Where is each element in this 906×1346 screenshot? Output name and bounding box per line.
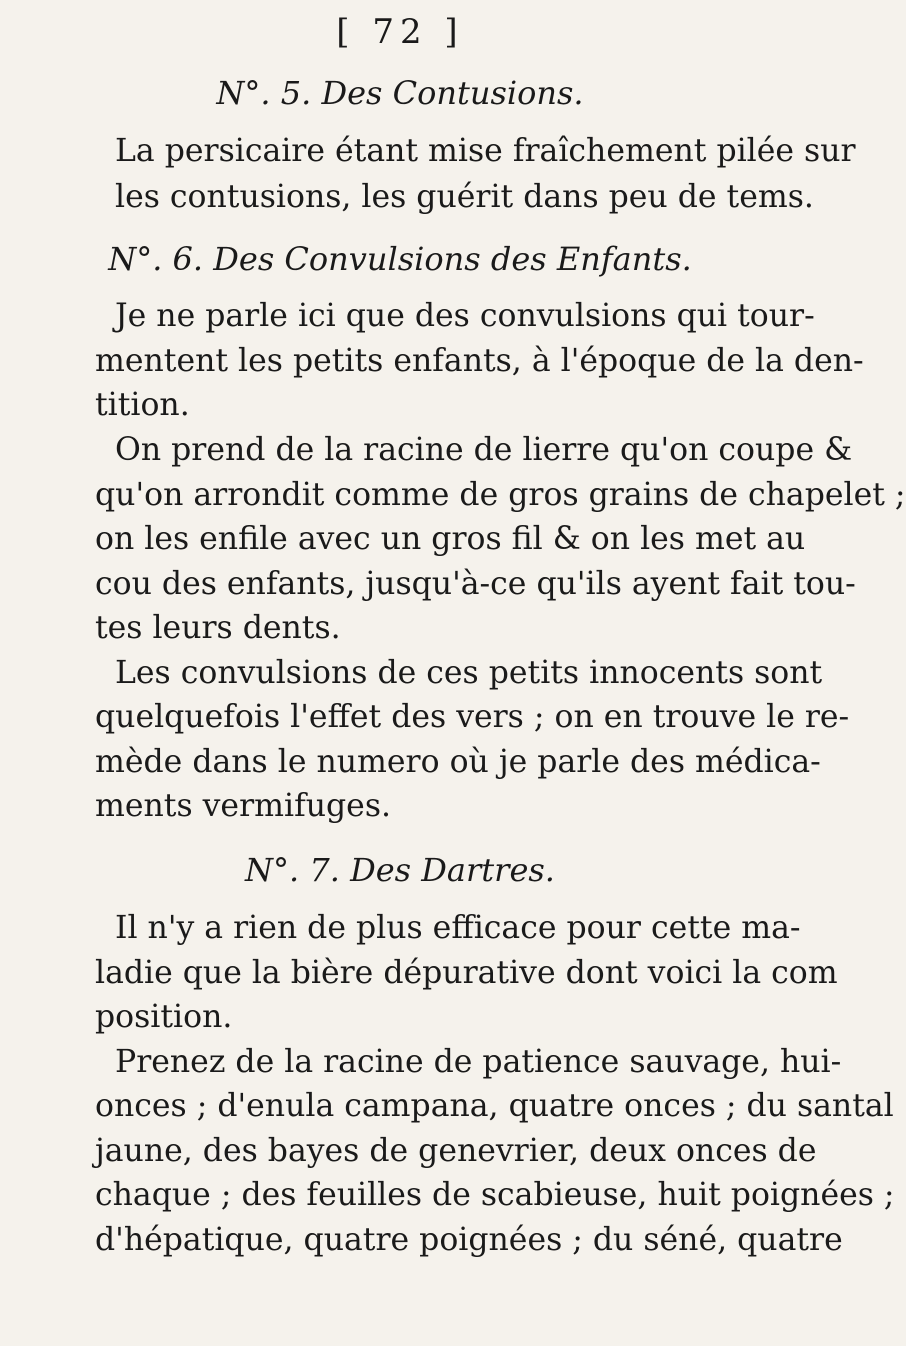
text-line: cou des enfants, jusqu'à-ce qu'ils ayent fait tou- [95,566,856,602]
text-line: On prend de la racine de lierre qu'on coupe & [115,432,853,468]
text-line: chaque ; des feuilles de scabieuse, huit poignées ; [95,1177,895,1213]
text-line: Prenez de la racine de patience sauvage, hui- [115,1044,842,1080]
section-heading-convulsions: N°. 6. Des Convulsions des Enfants. [108,240,692,278]
text-line: ladie que la bière dépurative dont voici la com [95,955,838,991]
text-line: jaune, des bayes de genevrier, deux onces de [95,1133,817,1169]
text-line: La persicaire étant mise fraîchement pilée sur [115,133,856,169]
text-line: mède dans le numero où je parle des médica- [95,744,821,780]
page-number: [ 72 ] [336,12,464,52]
text-line: ments vermifuges. [95,788,392,824]
text-line: onces ; d'enula campana, quatre onces ; du santal [95,1088,894,1124]
text-line: tes leurs dents. [95,610,341,646]
text-line: Il n'y a rien de plus efficace pour cette ma- [115,910,801,946]
text-line: quelquefois l'effet des vers ; on en trouve le re- [95,699,850,735]
text-line: tition. [95,387,190,423]
text-line: les contusions, les guérit dans peu de tems. [115,179,814,215]
text-line: Les convulsions de ces petits innocents sont [115,655,823,691]
text-line: qu'on arrondit comme de gros grains de chapelet ; [95,477,906,513]
text-line: Je ne parle ici que des convulsions qui tour- [115,298,815,334]
text-line: d'hépatique, quatre poignées ; du séné, quatre [95,1222,843,1258]
text-line: mentent les petits enfants, à l'époque de la den- [95,343,864,379]
section-heading-dartres: N°. 7. Des Dartres. [245,851,555,889]
text-line: on les enfile avec un gros fil & on les met au [95,521,806,557]
section-heading-contusions: N°. 5. Des Contusions. [216,74,584,112]
text-line: position. [95,999,233,1035]
